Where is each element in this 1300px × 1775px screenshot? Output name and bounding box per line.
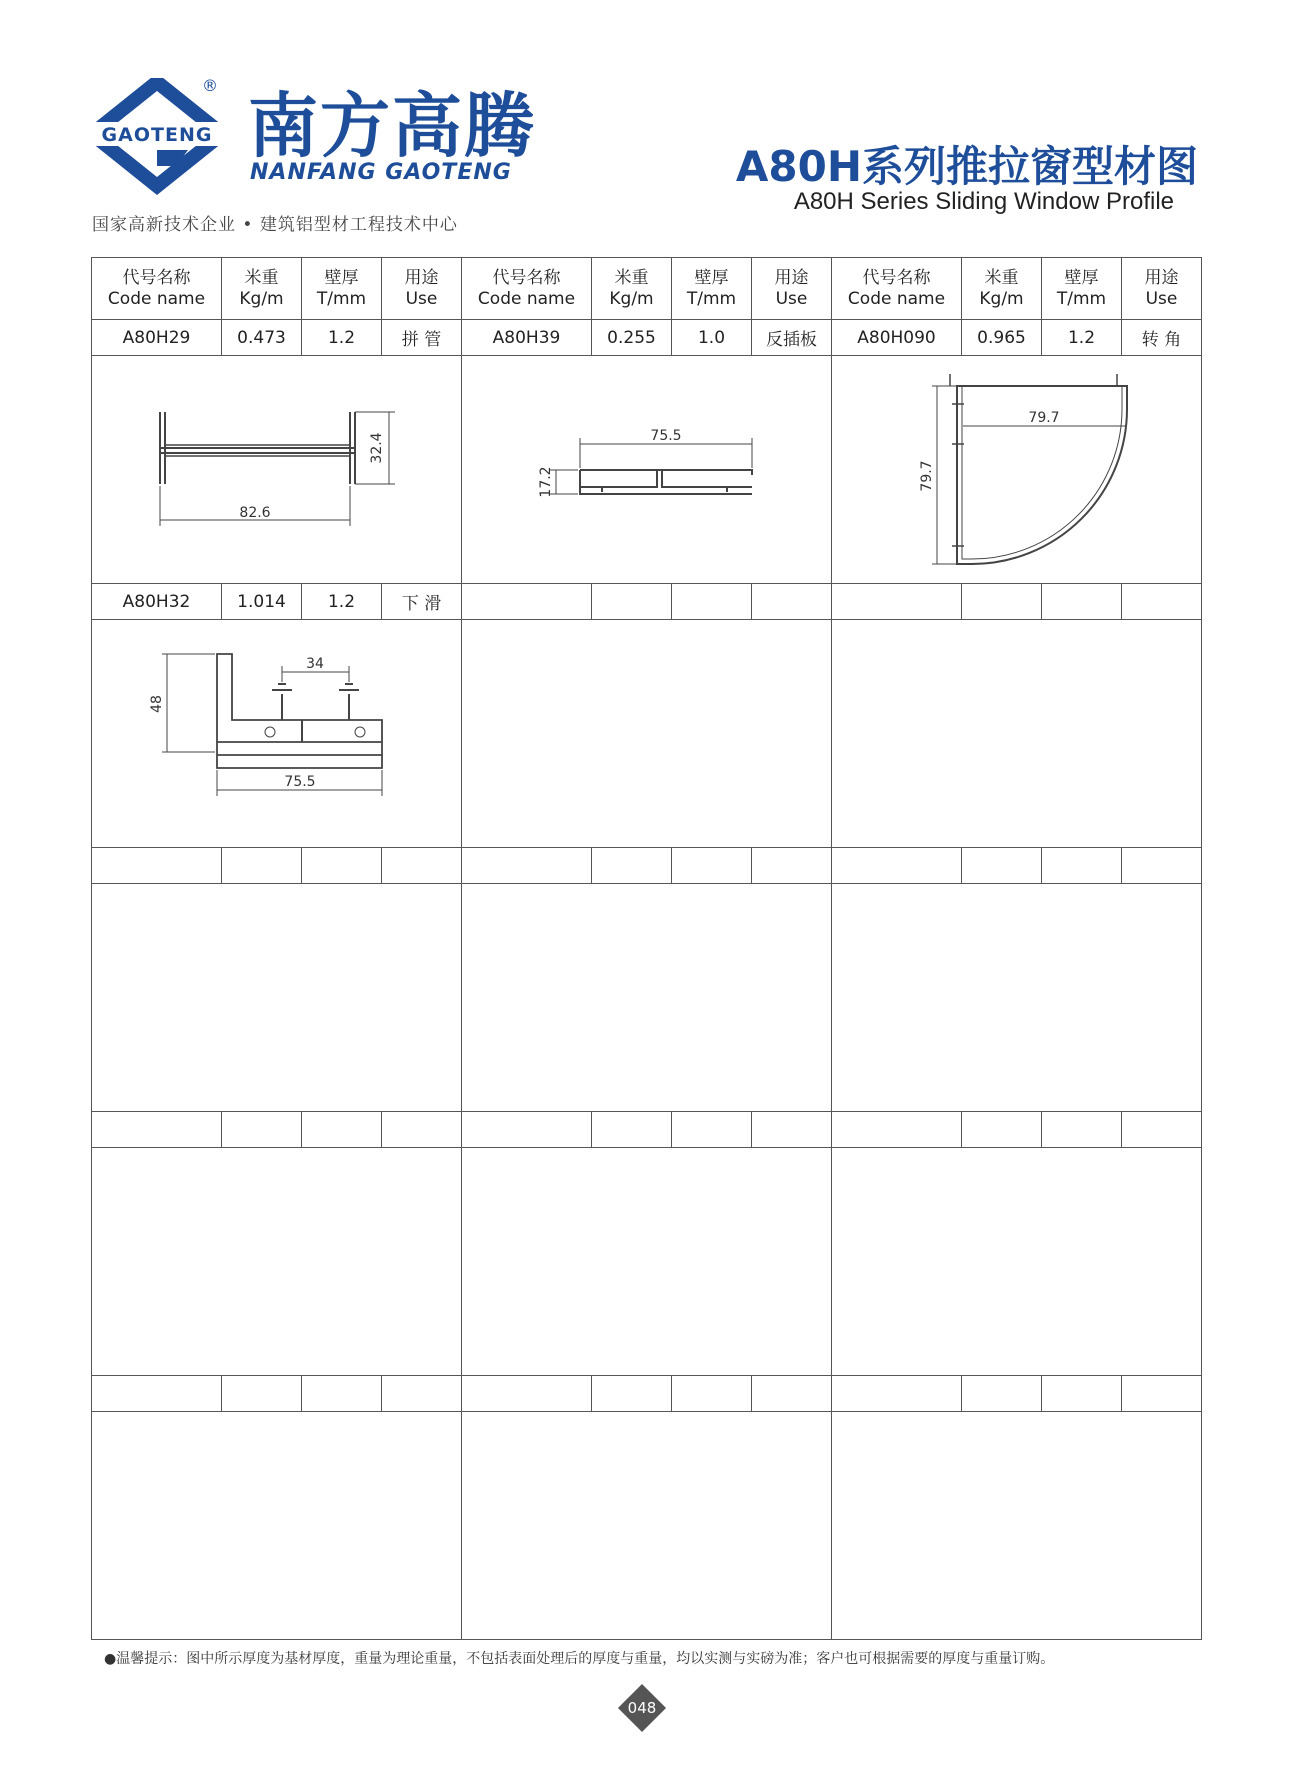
header-use-line: 用途 — [774, 267, 809, 288]
empty-cell — [381, 1375, 462, 1412]
header-thickness — [1041, 257, 1122, 320]
header-weight — [961, 257, 1042, 320]
logo-text: GAOTENG — [101, 124, 213, 146]
empty-cell — [301, 847, 382, 884]
dimension-label: 82.6 — [239, 505, 271, 521]
empty-cell — [591, 583, 672, 620]
header-code-line: Code name — [847, 288, 946, 309]
header-weight — [591, 257, 672, 320]
profile-drawing — [461, 355, 832, 584]
gaoteng-logo — [88, 78, 226, 196]
empty-cell — [961, 847, 1042, 884]
profile-weight: 0.255 — [591, 319, 672, 356]
header-thickness — [301, 257, 382, 320]
header-weight-line: 米重 — [984, 267, 1019, 288]
header-weight-line: Kg/m — [979, 288, 1024, 309]
header-thickness-line: 壁厚 — [694, 267, 729, 288]
profile-use: 下 滑 — [381, 583, 462, 620]
profile-thickness: 1.2 — [301, 319, 382, 356]
header-thickness-line: 壁厚 — [1064, 267, 1099, 288]
header-code — [831, 257, 962, 320]
empty-cell — [1121, 583, 1202, 620]
empty-cell — [591, 1111, 672, 1148]
dimension-label: 34 — [306, 656, 324, 672]
empty-cell — [671, 1111, 752, 1148]
empty-cell — [1121, 1111, 1202, 1148]
profile-drawing — [91, 619, 462, 848]
profile-code: A80H29 — [91, 319, 222, 356]
header-use-line: 用途 — [1144, 267, 1179, 288]
empty-cell — [671, 847, 752, 884]
brand-name-cn: 南方高腾 — [248, 85, 536, 167]
empty-drawing-cell — [461, 883, 832, 1112]
dimension-label: 79.7 — [1028, 410, 1060, 426]
empty-cell — [961, 1375, 1042, 1412]
profile-code: A80H39 — [461, 319, 592, 356]
dimension-label: 75.5 — [284, 774, 316, 790]
profile-sketch — [92, 356, 462, 584]
empty-drawing-cell — [831, 619, 1202, 848]
company-tagline: 国家高新技术企业 • 建筑铝型材工程技术中心 — [92, 215, 458, 235]
header-code-line: Code name — [477, 288, 576, 309]
empty-cell — [831, 1375, 962, 1412]
profile-drawing — [831, 355, 1202, 584]
registered-mark: ® — [202, 76, 218, 95]
page-title-en: A80H Series Sliding Window Profile — [793, 188, 1174, 215]
empty-cell — [831, 1111, 962, 1148]
header-use-line: Use — [1145, 288, 1178, 309]
empty-cell — [751, 583, 832, 620]
empty-cell — [1041, 583, 1122, 620]
page-number-badge — [619, 1685, 665, 1731]
empty-cell — [91, 847, 222, 884]
header-thickness-line: T/mm — [1056, 288, 1107, 309]
empty-cell — [751, 1111, 832, 1148]
dimension-label: 79.7 — [919, 460, 935, 492]
page-number: 048 — [627, 1699, 657, 1717]
profile-sketch — [462, 356, 832, 584]
empty-cell — [461, 1375, 592, 1412]
empty-cell — [221, 1375, 302, 1412]
empty-cell — [461, 847, 592, 884]
empty-cell — [1041, 1375, 1122, 1412]
header-weight-line: 米重 — [244, 267, 279, 288]
header-weight-line: Kg/m — [239, 288, 284, 309]
header-code-line: Code name — [107, 288, 206, 309]
header-weight — [221, 257, 302, 320]
profile-weight: 0.473 — [221, 319, 302, 356]
header-code-line: 代号名称 — [492, 267, 561, 288]
empty-cell — [671, 583, 752, 620]
profile-use: 反插板 — [751, 319, 832, 356]
header-use — [381, 257, 462, 320]
header-code — [91, 257, 222, 320]
empty-cell — [591, 1375, 672, 1412]
empty-cell — [461, 1111, 592, 1148]
header-thickness-line: T/mm — [686, 288, 737, 309]
header-code-line: 代号名称 — [862, 267, 931, 288]
empty-cell — [961, 583, 1042, 620]
header-code-line: 代号名称 — [122, 267, 191, 288]
empty-drawing-cell — [91, 1147, 462, 1376]
profile-weight: 0.965 — [961, 319, 1042, 356]
empty-cell — [831, 847, 962, 884]
profile-use: 转 角 — [1121, 319, 1202, 356]
empty-cell — [381, 1111, 462, 1148]
header-use — [751, 257, 832, 320]
empty-cell — [91, 1375, 222, 1412]
empty-drawing-cell — [461, 619, 832, 848]
empty-drawing-cell — [461, 1411, 832, 1640]
empty-drawing-cell — [461, 1147, 832, 1376]
header-use-line: 用途 — [404, 267, 439, 288]
empty-cell — [751, 847, 832, 884]
header-thickness-line: 壁厚 — [324, 267, 359, 288]
profile-sketch — [832, 356, 1202, 584]
empty-cell — [1121, 847, 1202, 884]
empty-cell — [221, 1111, 302, 1148]
profile-sketch — [92, 620, 462, 848]
empty-cell — [831, 583, 962, 620]
header-code — [461, 257, 592, 320]
empty-drawing-cell — [91, 883, 462, 1112]
empty-cell — [751, 1375, 832, 1412]
empty-cell — [381, 847, 462, 884]
header-use-line: Use — [775, 288, 808, 309]
empty-cell — [301, 1375, 382, 1412]
empty-drawing-cell — [91, 1411, 462, 1640]
dimension-label: 32.4 — [369, 432, 385, 464]
profile-code: A80H090 — [831, 319, 962, 356]
header-use — [1121, 257, 1202, 320]
empty-drawing-cell — [831, 1147, 1202, 1376]
dimension-label: 48 — [149, 695, 165, 713]
footnote: ●温馨提示：图中所示厚度为基材厚度，重量为理论重量，不包括表面处理后的厚度与重量，均以实测与实磅为准；客户也可根据需要的厚度与重量订购。 — [104, 1651, 1055, 1667]
dimension-label: 75.5 — [650, 428, 682, 444]
header-thickness-line: T/mm — [316, 288, 367, 309]
header-weight-line: Kg/m — [609, 288, 654, 309]
profile-code: A80H32 — [91, 583, 222, 620]
profile-drawing — [91, 355, 462, 584]
header-use-line: Use — [405, 288, 438, 309]
empty-cell — [221, 847, 302, 884]
empty-drawing-cell — [831, 1411, 1202, 1640]
page-title-cn: A80H系列推拉窗型材图 — [735, 142, 1198, 191]
empty-cell — [1041, 847, 1122, 884]
profile-thickness: 1.2 — [1041, 319, 1122, 356]
empty-cell — [91, 1111, 222, 1148]
profile-thickness: 1.0 — [671, 319, 752, 356]
header-weight-line: 米重 — [614, 267, 649, 288]
dimension-label: 17.2 — [538, 466, 554, 498]
brand-name-en: NANFANG GAOTENG — [250, 160, 512, 185]
empty-cell — [961, 1111, 1042, 1148]
empty-cell — [1041, 1111, 1122, 1148]
empty-cell — [1121, 1375, 1202, 1412]
profile-use: 拼 管 — [381, 319, 462, 356]
empty-cell — [461, 583, 592, 620]
empty-cell — [301, 1111, 382, 1148]
empty-drawing-cell — [831, 883, 1202, 1112]
empty-cell — [591, 847, 672, 884]
empty-cell — [671, 1375, 752, 1412]
profile-thickness: 1.2 — [301, 583, 382, 620]
profile-weight: 1.014 — [221, 583, 302, 620]
header-thickness — [671, 257, 752, 320]
